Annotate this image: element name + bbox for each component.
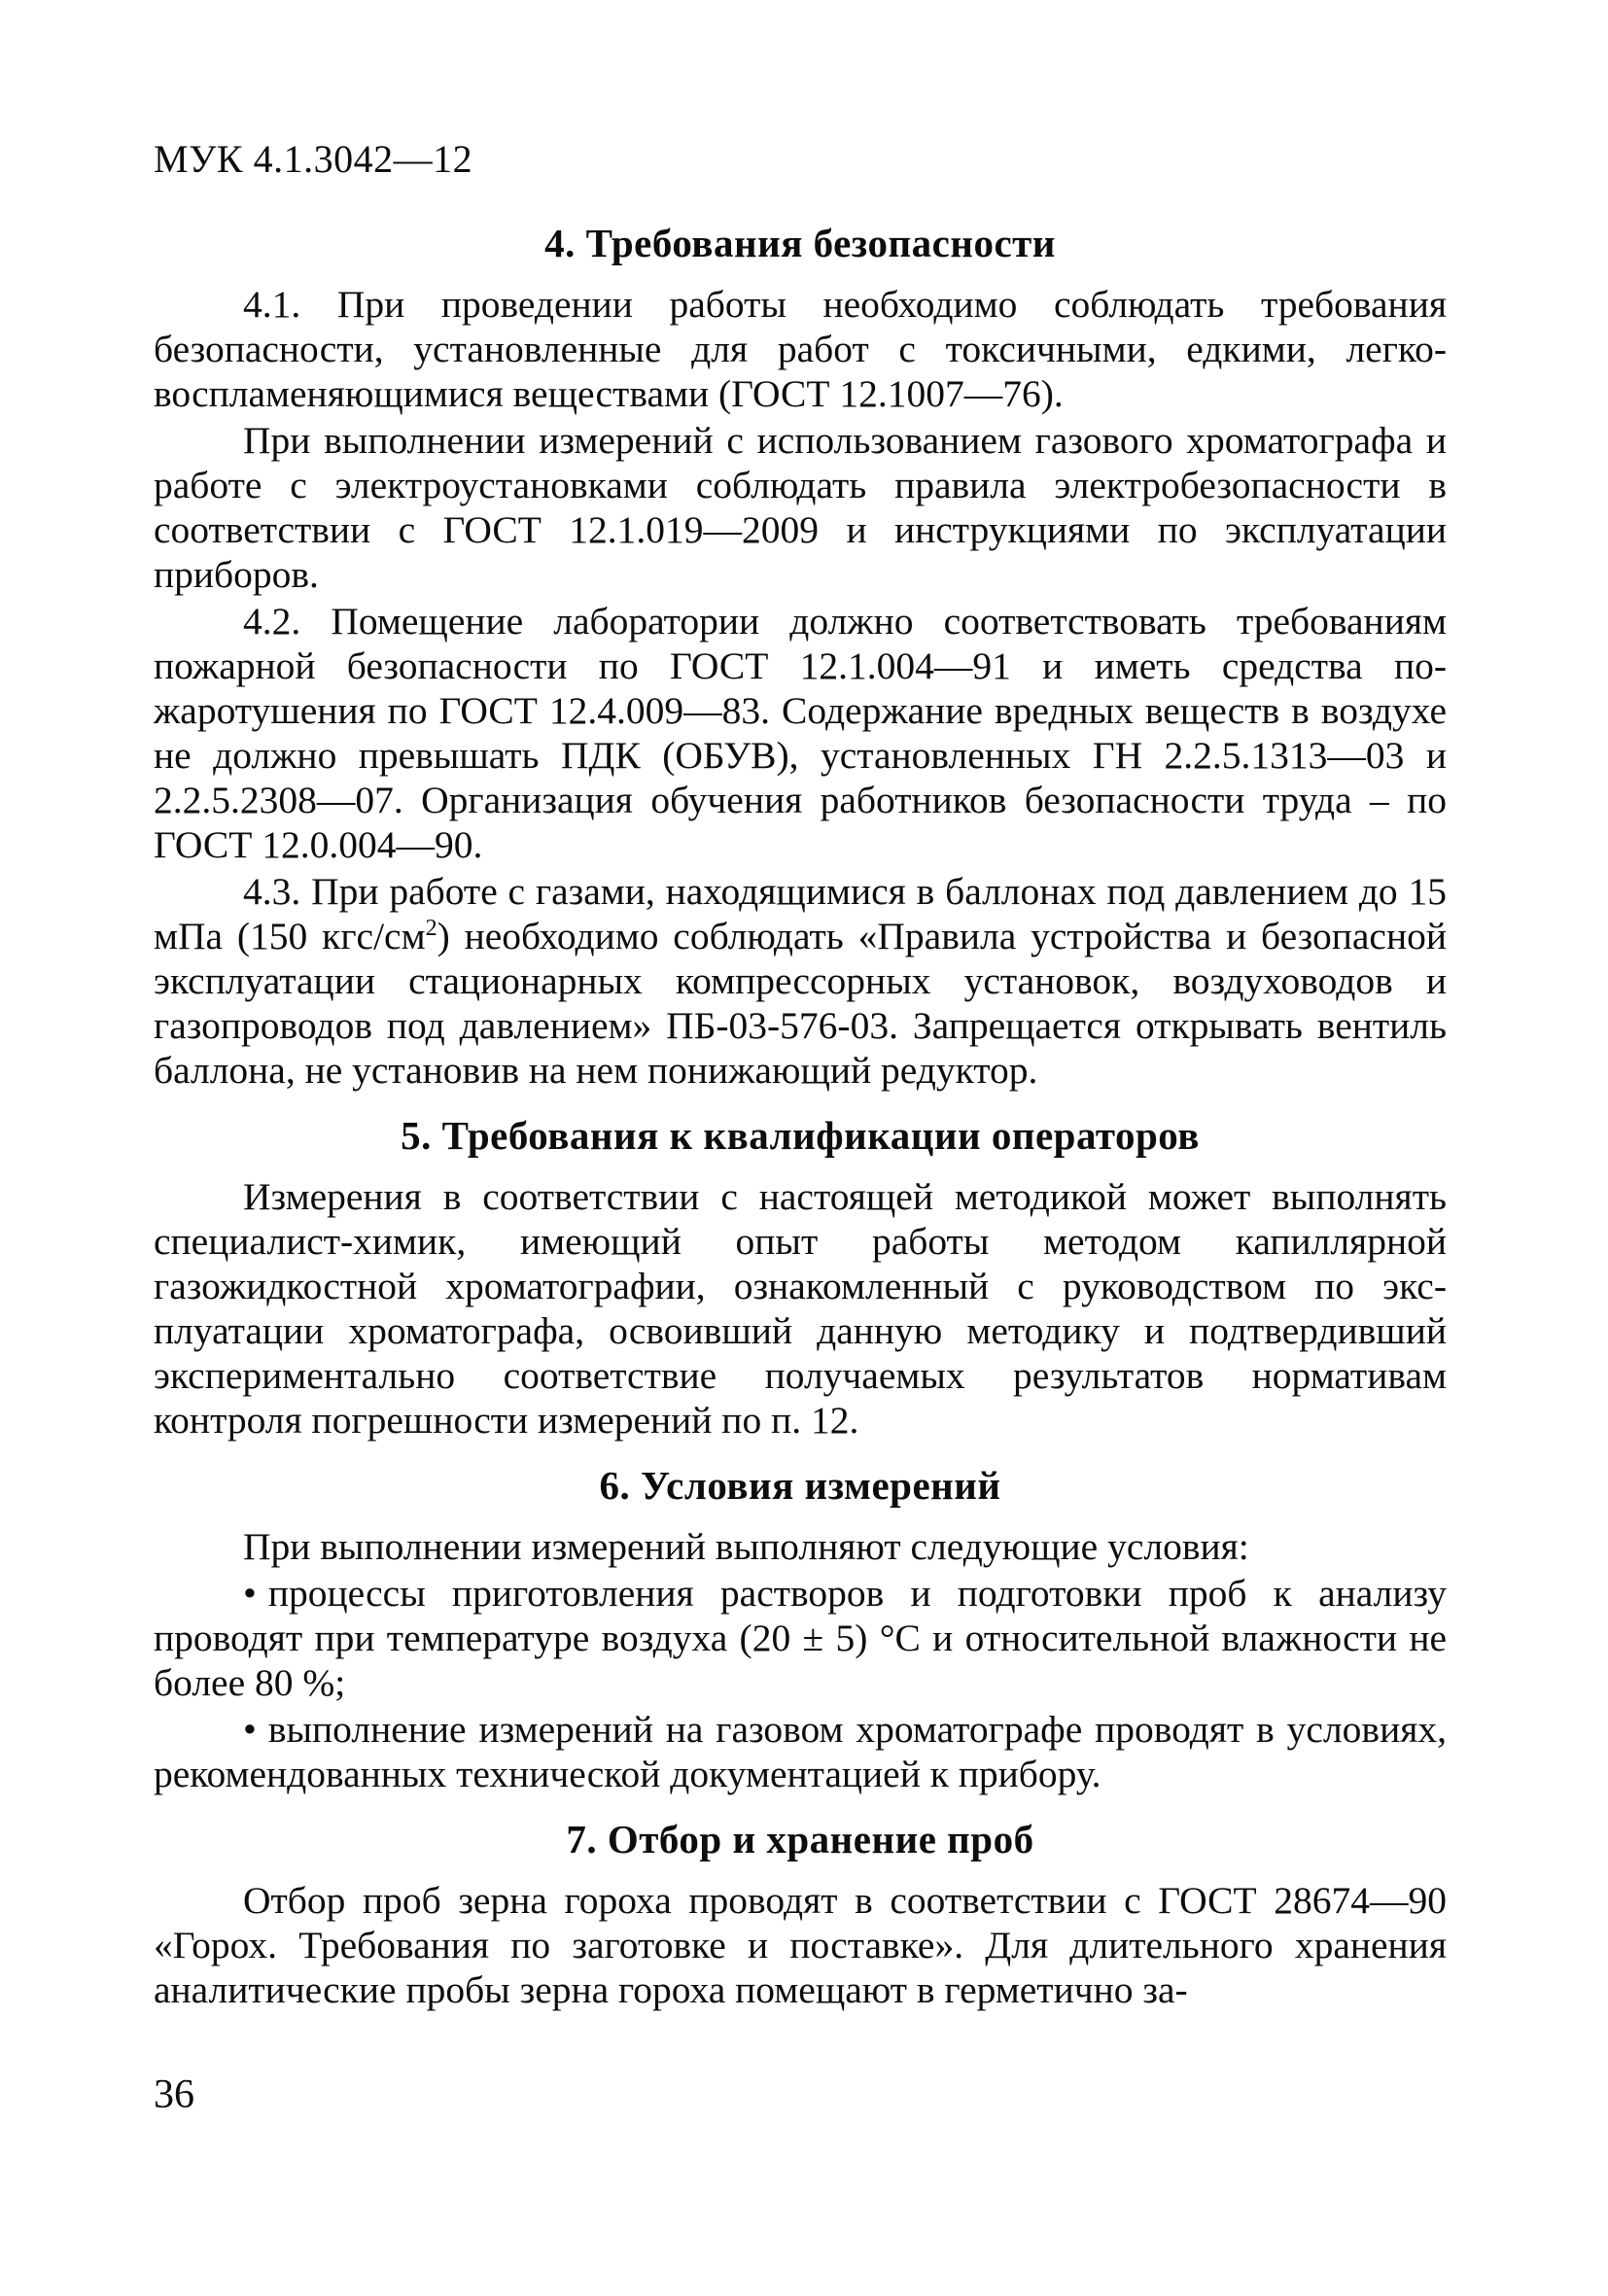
section-4-paragraph-1: 4.1. При проведении работы необходимо соблюдать требования безопасности, установленные для работ с токсичными, едкими, легковоспламеняющимися веществами (ГОСТ 12.1007—76).	[154, 283, 1447, 415]
section-6-bullet-2-text: выполнение измерений на газовом хроматографе проводят в условиях, рекомендованных технической документацией к прибору.	[154, 1708, 1447, 1795]
page-number: 36	[154, 2072, 194, 2117]
section-6-paragraph-1: При выполнении измерений выполняют следующие условия:	[243, 1525, 1249, 1568]
section-6-title: 6. Условия измерений	[599, 1463, 1001, 1508]
section-4-paragraph-4-end: ) необходимо соблюдать «Правила устройства и безопасной эксплуатации стационарных компрессорных установок, воздуховодов и газопроводов под давлением» ПБ-03-576-03. Запрещается открывать вентиль баллона, не установив на нем понижающий редуктор.	[154, 915, 1447, 1092]
section-6-bullet-1-text: процессы приготовления растворов и подготовки проб к анализу проводят при температуре воздуха (20 ± 5) °С и относительной влажности не более 80 %;	[154, 1572, 1447, 1704]
section-7-paragraph-1: Отбор проб зерна гороха проводят в соответствии с ГОСТ 28674—90 «Горох. Требования по заготовке и поставке». Для длительного хранения аналитические пробы зерна гороха помещают в герметично за-	[154, 1879, 1447, 2011]
section-7	[154, 1814, 1447, 2012]
section-4-paragraph-4-start: 4.3. При работе с газами, находящимися в баллонах под давлением до 15 мПа (150 кгс/см	[154, 870, 1447, 957]
superscript-2: 2	[425, 915, 437, 941]
section-4-paragraph-3: 4.2. Помещение лаборатории должно соответствовать требованиям пожарной безопасности по ГОСТ 12.1.004—91 и иметь средства пожаротушения по ГОСТ 12.4.009—83. Содержание вредных веществ в воздухе не должно превышать ПДК (ОБУВ), установленных ГН 2.2.5.1313—03 и 2.2.5.2308—07. Организация обучения работников безопасности труда – по ГОСТ 12.0.004—90.	[154, 600, 1447, 866]
section-7-title: 7. Отбор и хранение проб	[566, 1817, 1034, 1861]
bullet-icon: •	[243, 1572, 257, 1615]
section-5	[154, 1110, 1447, 1443]
section-4-title: 4. Требования безопасности	[544, 221, 1056, 265]
section-4	[154, 218, 1447, 1093]
document-page	[154, 136, 1447, 2030]
section-5-title: 5. Требования к квалификации операторов	[401, 1113, 1200, 1158]
section-5-paragraph-1: Измерения в соответствии с настоящей методикой может выполнять специалист-химик, имеющий опыт работы методом капиллярной газожидкостной хроматографии, ознакомленный с руководством по эксплуатации хроматографа, освоивший данную методику и подтвердивший экспериментально соответствие получаемых результатов нормативам контроля погрешности измерений по п. 12.	[154, 1175, 1447, 1442]
running-head: МУК 4.1.3042—12	[154, 137, 473, 181]
section-6	[154, 1460, 1447, 1796]
section-6-bullet-2	[154, 1707, 1447, 1796]
bullet-icon: •	[243, 1708, 257, 1751]
section-4-paragraph-4	[154, 869, 1447, 1093]
section-6-bullet-1	[154, 1571, 1447, 1705]
section-4-paragraph-2: При выполнении измерений с использованием газового хроматографа и работе с электроустановками соблюдать правила электробезопасности в соответствии с ГОСТ 12.1.019—2009 и инструкциями по эксплуатации приборов.	[154, 419, 1447, 596]
